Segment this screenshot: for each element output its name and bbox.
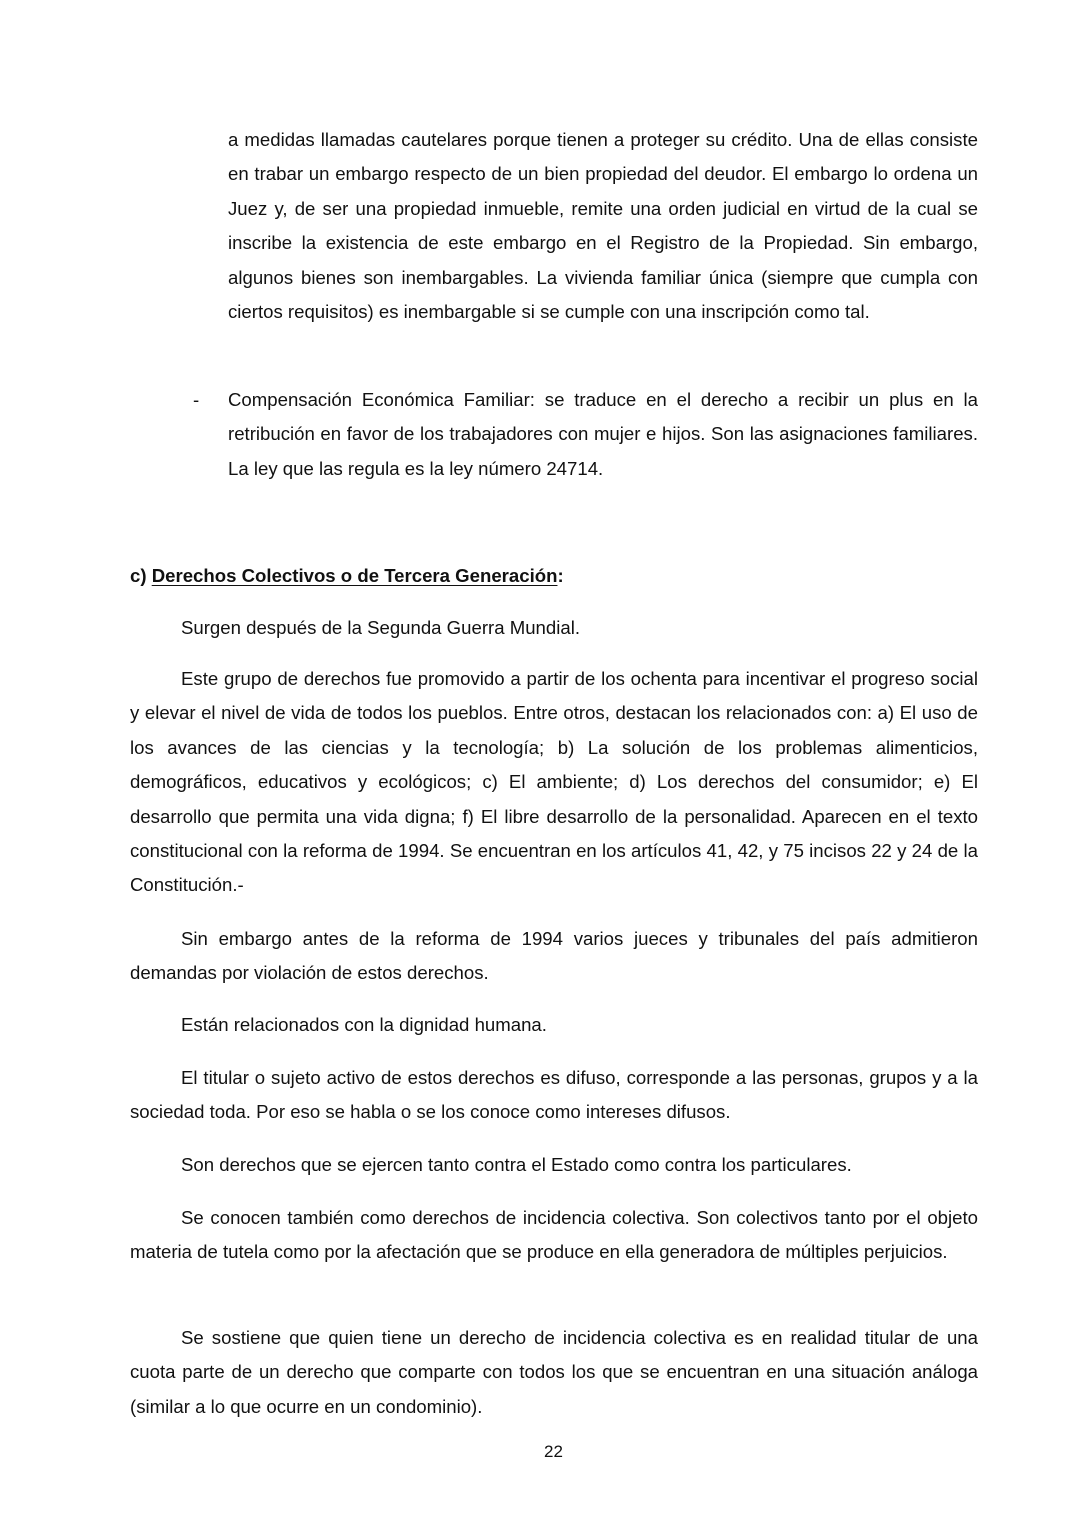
heading-title: Derechos Colectivos o de Tercera Generación xyxy=(151,565,558,586)
heading-suffix: : xyxy=(557,565,564,586)
paragraph: Se sostiene que quien tiene un derecho de incidencia colectiva es en realidad titular de una cuota parte de un derecho que comparte con todos los que se encuentran en una situación análoga (similar a lo que ocurre en un condominio). xyxy=(130,1327,978,1417)
page-number: 22 xyxy=(544,1442,563,1461)
paragraph: Son derechos que se ejercen tanto contra el Estado como contra los particulares. xyxy=(181,1154,852,1175)
bullet-item-compensacion: Compensación Económica Familiar: se traduce en el derecho a recibir un plus en la retribución en favor de los trabajadores con mujer e hijos. Son las asignaciones familiares. La ley que las regula es la ley número 24714. xyxy=(228,389,978,479)
paragraph: El titular o sujeto activo de estos derechos es difuso, corresponde a las personas, grupos y a la sociedad toda. Por eso se habla o se los conoce como intereses difusos. xyxy=(130,1067,978,1123)
paragraph: Este grupo de derechos fue promovido a partir de los ochenta para incentivar el progreso social y elevar el nivel de vida de todos los pueblos. Entre otros, destacan los relacionados con: a) El uso de los avances de las ciencias y la tecnología; b) La solución de los problemas alimenticios, demográficos, educativos y ecológicos; c) El ambiente; d) Los derechos del consumidor; e) El desarrollo que permita una vida digna; f) El libre desarrollo de la personalidad. Aparecen en el texto constitucional con la reforma de 1994. Se encuentran en los artículos 41, 42, y 75 incisos 22 y 24 de la Constitución.- xyxy=(130,668,978,896)
paragraph: Están relacionados con la dignidad humana. xyxy=(181,1014,547,1035)
section-heading xyxy=(130,559,564,593)
paragraph: Surgen después de la Segunda Guerra Mundial. xyxy=(181,617,581,638)
paragraph: Se conocen también como derechos de incidencia colectiva. Son colectivos tanto por el objeto materia de tutela como por la afectación que se produce en ella generadora de múltiples perjuicios. xyxy=(130,1207,978,1263)
continuation-paragraph: a medidas llamadas cautelares porque tienen a proteger su crédito. Una de ellas consiste en trabar un embargo respecto de un bien propiedad del deudor. El embargo lo ordena un Juez y, de ser una propiedad inmueble, remite una orden judicial en virtud de la cual se inscribe la existencia de este embargo en el Registro de la Propiedad. Sin embargo, algunos bienes son inembargables. La vivienda familiar única (siempre que cumpla con ciertos requisitos) es inembargable si se cumple con una inscripción como tal. xyxy=(228,129,978,323)
bullet-marker: - xyxy=(193,389,200,410)
paragraph: Sin embargo antes de la reforma de 1994 varios jueces y tribunales del país admitieron demandas por violación de estos derechos. xyxy=(130,928,978,984)
heading-prefix: c) xyxy=(130,565,152,586)
